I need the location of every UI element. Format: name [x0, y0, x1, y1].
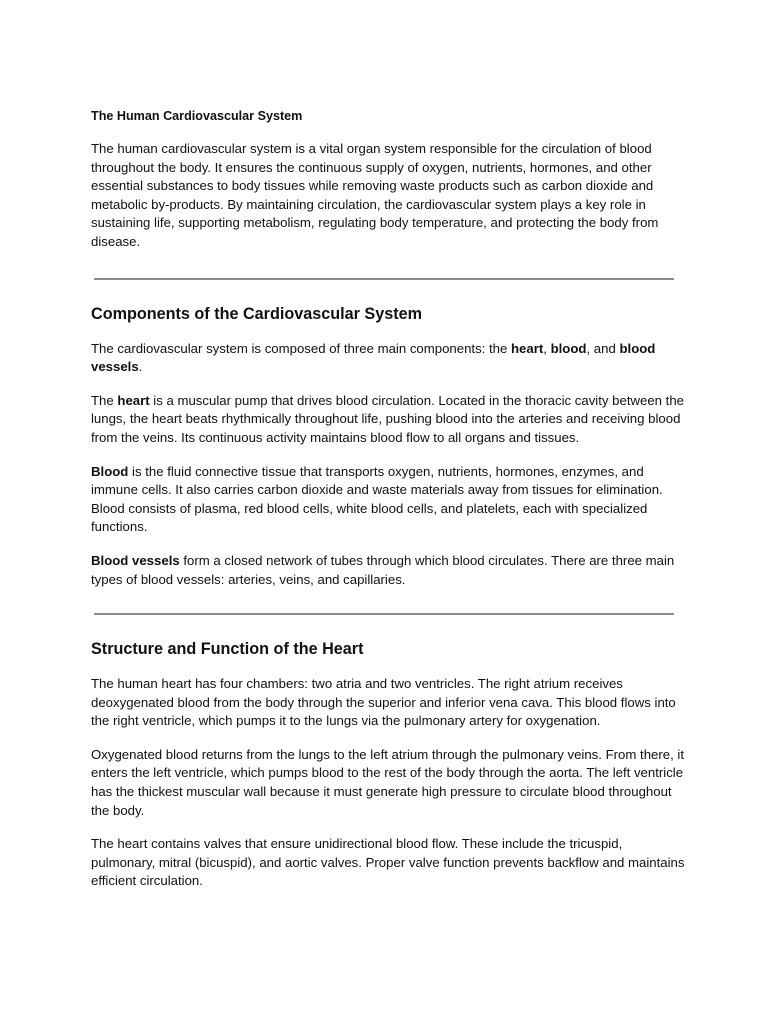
heart-term: heart [117, 392, 150, 408]
overview-separator: , and [586, 340, 620, 356]
document-page [91, 108, 686, 906]
heart-paragraph-lead: The [91, 392, 118, 408]
document-title: The Human Cardiovascular System [91, 109, 303, 123]
heart-chambers-paragraph: The human heart has four chambers: two atria and two ventricles. The right atrium receives deoxygenated blood from the body through the superior and inferior vena cava. This blood flows into the right ventricle, which pumps it to the lungs via the pulmonary artery for oxygenation. [91, 676, 676, 729]
components-heading: Components of the Cardiovascular System [91, 304, 423, 323]
section-divider [94, 613, 674, 615]
overview-text: The cardiovascular system is composed of three main components: the [91, 340, 511, 356]
heart-structure-heading: Structure and Function of the Heart [91, 640, 364, 659]
overview-end: . [138, 359, 143, 375]
blood-vessels-paragraph [91, 552, 686, 589]
blood-vessels-paragraph-text: form a closed network of tubes through which blood circulates. There are three main types of blood vessels: arteries, veins, and capillaries. [91, 552, 675, 587]
heart-paragraph-text: is a muscular pump that drives blood circulation. Located in the thoracic cavity between the lungs, the heart beats rhythmically throughout life, pushing blood into the arteries and receiving blood from the veins. Its continuous activity maintains blood flow to all organs and tissues. [91, 392, 685, 445]
heart-valves-paragraph: The heart contains valves that ensure unidirectional blood flow. These include the tricuspid, pulmonary, mitral (bicuspid), and aortic valves. Proper valve function prevents backflow and maintains efficient circulation. [91, 836, 685, 889]
heart-paragraph [91, 392, 686, 448]
intro-paragraph: The human cardiovascular system is a vital organ system responsible for the circulation of blood throughout the body. It ensures the continuous supply of oxygen, nutrients, hormones, and other essential substances to body tissues while removing waste products such as carbon dioxide and metabolic by-products. By maintaining circulation, the cardiovascular system plays a key role in sustaining life, supporting metabolism, regulating body temperature, and protecting the body from disease. [91, 141, 659, 249]
blood-vessels-term: Blood vessels [91, 552, 180, 568]
oxygenated-blood-paragraph: Oxygenated blood returns from the lungs to the left atrium through the pulmonary veins. From there, it enters the left ventricle, which pumps blood to the rest of the body through the aorta. The left ventricle has the thickest muscular wall because it must generate high pressure to circulate blood throughout the body. [91, 746, 685, 818]
blood-paragraph-text: is the fluid connective tissue that transports oxygen, nutrients, hormones, enzymes, and immune cells. It also carries carbon dioxide and waste materials away from tissues for elimination. Blood consists of plasma, red blood cells, white blood cells, and platelets, each with specialized functions. [91, 463, 663, 535]
term-blood: blood [550, 340, 587, 356]
term-blood-vessels: blood vessels [91, 340, 656, 375]
blood-term: Blood [91, 463, 129, 479]
term-heart: heart [511, 340, 544, 356]
section-divider [94, 278, 674, 280]
blood-paragraph [91, 463, 686, 537]
components-overview-paragraph [91, 340, 686, 377]
overview-separator: , [543, 340, 551, 356]
